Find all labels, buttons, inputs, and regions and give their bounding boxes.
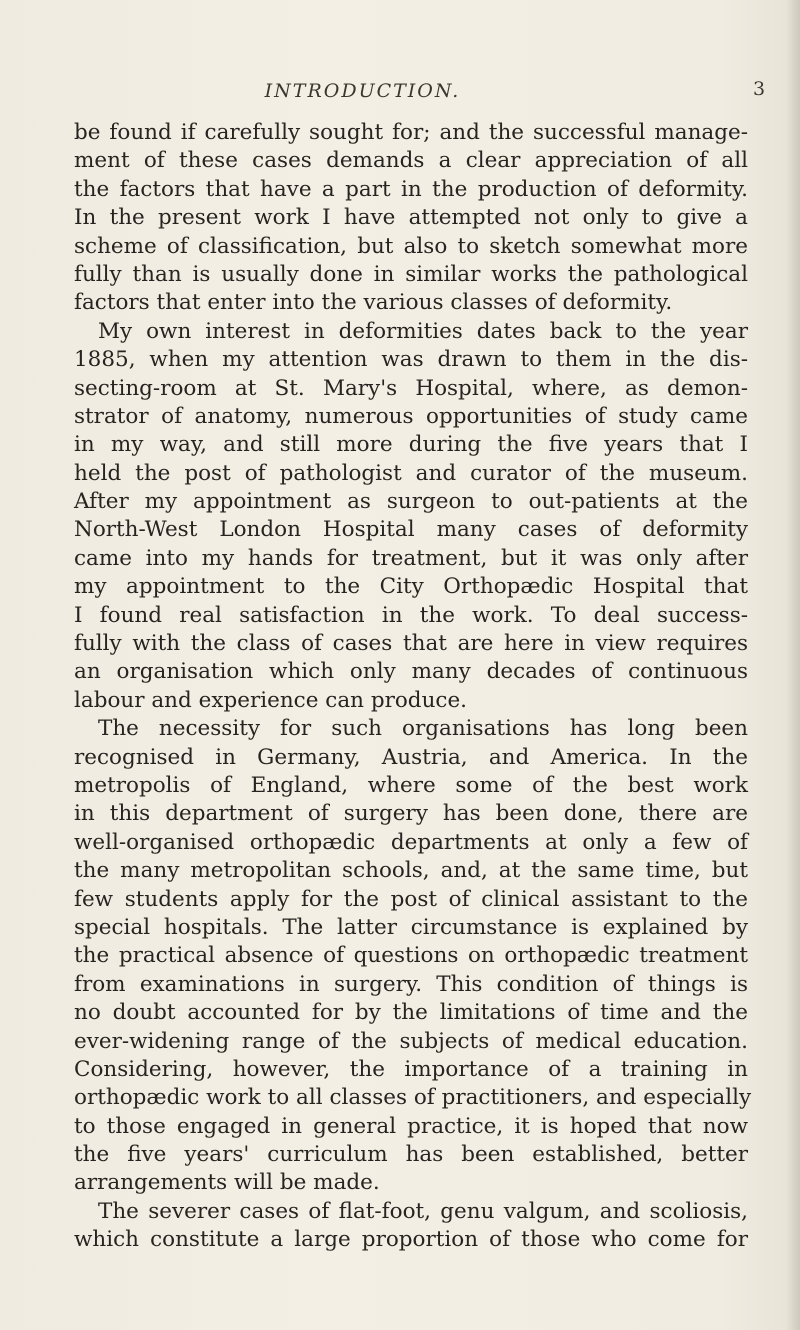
text-line: Considering, however, the importance of a training in bbox=[74, 1056, 748, 1082]
text-line: fully than is usually done in similar works the pathological bbox=[74, 261, 748, 287]
text-line: to those engaged in general practice, it is hoped that now bbox=[74, 1113, 748, 1139]
text-line: came into my hands for treatment, but it was only after bbox=[74, 545, 748, 571]
text-line: North-West London Hospital many cases of deformity bbox=[74, 517, 748, 543]
text-line: ment of these cases demands a clear appreciation of all bbox=[74, 148, 748, 174]
text-line: strator of anatomy, numerous opportunities of study came bbox=[74, 403, 748, 429]
body-text bbox=[74, 119, 752, 1255]
text-line: factors that enter into the various classes of deformity. bbox=[74, 290, 673, 316]
paragraph-start-line: My own interest in deformities dates back to the year bbox=[98, 318, 748, 344]
text-line: orthopædic work to all classes of practitioners, and especially bbox=[74, 1085, 752, 1111]
text-line: which constitute a large proportion of those who come for bbox=[74, 1227, 748, 1253]
text-line: labour and experience can produce. bbox=[74, 687, 468, 713]
text-line: held the post of pathologist and curator of the museum. bbox=[74, 460, 748, 486]
text-line: special hospitals. The latter circumstance is explained by bbox=[74, 914, 748, 940]
paragraph-start-line: The severer cases of flat-foot, genu valgum, and scoliosis, bbox=[98, 1198, 748, 1224]
text-line: arrangements will be made. bbox=[74, 1170, 380, 1196]
text-line: metropolis of England, where some of the best work bbox=[74, 772, 748, 798]
page-number: 3 bbox=[753, 78, 766, 100]
text-line: well-organised orthopædic departments at only a few of bbox=[74, 829, 748, 855]
paragraph-start-line: The necessity for such organisations has long been bbox=[98, 716, 748, 742]
text-line: ever-widening range of the subjects of medical education. bbox=[74, 1028, 748, 1054]
text-line: fully with the class of cases that are here in view requires bbox=[74, 631, 748, 657]
text-line: the practical absence of questions on orthopædic treatment bbox=[74, 943, 748, 969]
text-line: my appointment to the City Orthopædic Hospital that bbox=[74, 574, 748, 600]
page-header bbox=[0, 80, 800, 110]
text-line: in this department of surgery has been done, there are bbox=[74, 801, 748, 827]
running-head: INTRODUCTION. bbox=[264, 80, 461, 102]
text-line: 1885, when my attention was drawn to them in the dis- bbox=[74, 347, 748, 373]
text-line: After my appointment as surgeon to out-patients at the bbox=[74, 489, 748, 515]
text-line: from examinations in surgery. This condition of things is bbox=[74, 971, 748, 997]
text-line: no doubt accounted for by the limitations of time and the bbox=[74, 1000, 748, 1026]
text-line: the five years' curriculum has been established, better bbox=[74, 1142, 748, 1168]
text-line: scheme of classification, but also to sketch somewhat more bbox=[74, 233, 748, 259]
text-line: In the present work I have attempted not only to give a bbox=[74, 205, 748, 231]
text-line: the factors that have a part in the production of deformity. bbox=[74, 176, 748, 202]
page-edge-shadow bbox=[786, 0, 800, 1330]
text-line: in my way, and still more during the five years that I bbox=[74, 432, 748, 458]
text-line: be found if carefully sought for; and the successful manage- bbox=[74, 120, 748, 145]
text-line: recognised in Germany, Austria, and America. In the bbox=[74, 744, 748, 770]
text-line: I found real satisfaction in the work. To deal success- bbox=[74, 602, 748, 628]
text-line: secting-room at St. Mary's Hospital, where, as demon- bbox=[74, 375, 748, 401]
text-line: few students apply for the post of clinical assistant to the bbox=[74, 886, 748, 912]
text-line: the many metropolitan schools, and, at the same time, but bbox=[74, 858, 748, 884]
text-line: an organisation which only many decades of continuous bbox=[74, 659, 748, 685]
